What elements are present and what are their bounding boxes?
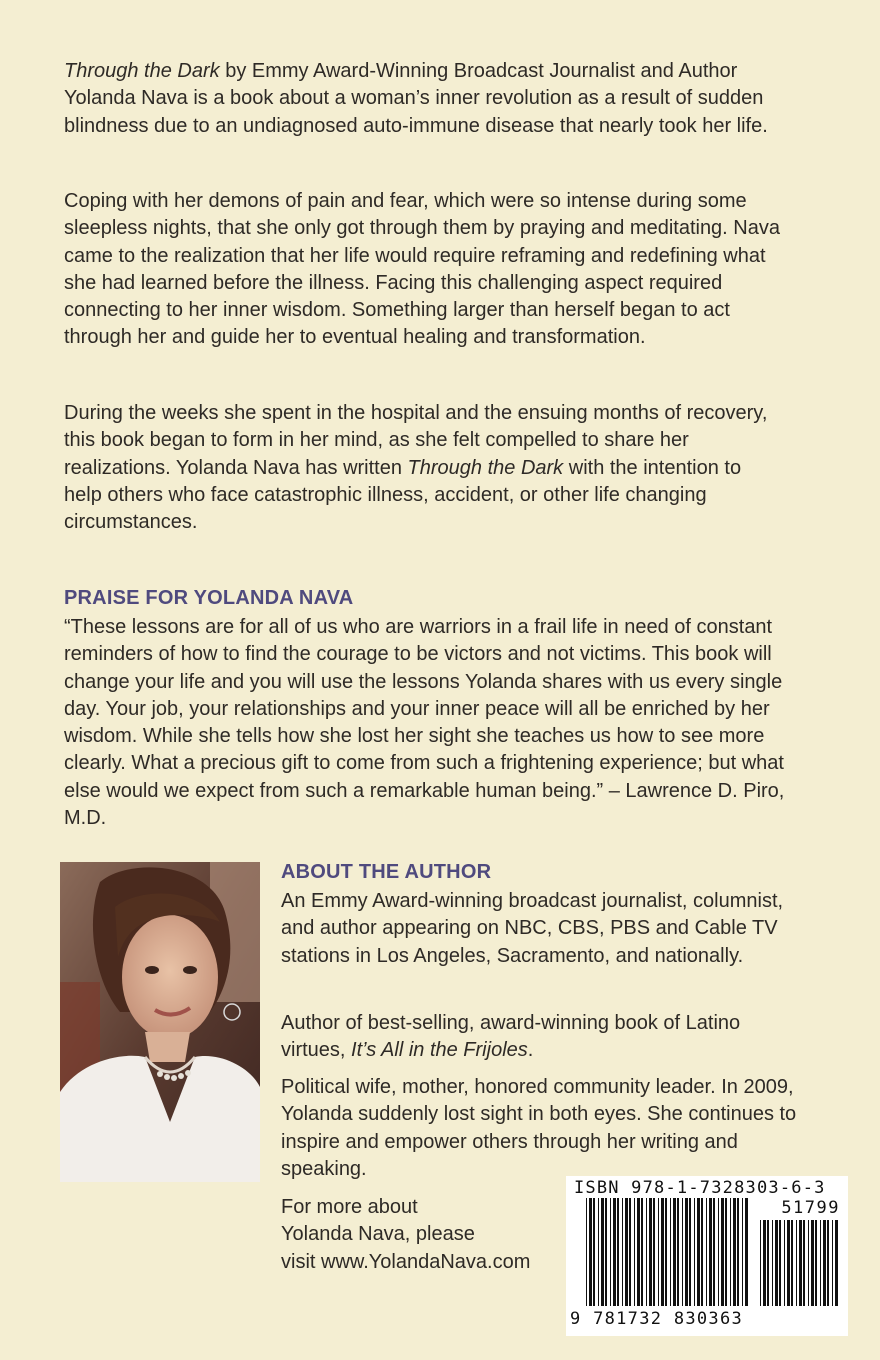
barcode-bar bbox=[827, 1220, 829, 1306]
barcode-bar bbox=[832, 1220, 833, 1306]
barcode-bar bbox=[701, 1198, 703, 1306]
barcode-bar bbox=[677, 1198, 679, 1306]
barcode-bar bbox=[658, 1198, 659, 1306]
about-paragraph-2: Author of best-selling, award-winning book of Latino virtues, It’s All in the Frijoles. bbox=[281, 1012, 741, 1062]
author-portrait-image bbox=[60, 862, 260, 1182]
barcode-bar bbox=[779, 1220, 781, 1306]
author-photo bbox=[60, 862, 260, 1182]
barcode-bar bbox=[796, 1220, 797, 1306]
barcode-bar bbox=[713, 1198, 715, 1306]
praise-quote: “These lessons are for all of us who are warriors in a frail life in need of constant reminders of how to find the courage to be victors and not victims. This book will change your life and you will use the lessons Yolanda shares with us every single day. Your job, your relationships and your inner peace will all be enriched by her wisdom. While she tells how she lost her sight she teaches us how to see more clearly. What a precious gift to come from such a frightening experience; but what else would we expect from such a remarkable human being.” – Lawrence D. Piro, M.D. bbox=[64, 616, 785, 830]
barcode-bar bbox=[820, 1220, 821, 1306]
barcode-bar bbox=[811, 1220, 814, 1306]
isbn-label: ISBN 978-1-7328303-6-3 bbox=[574, 1178, 826, 1198]
barcode-bar bbox=[613, 1198, 616, 1306]
about-paragraph-1: An Emmy Award-winning broadcast journalist, columnist, and author appearing on NBC, CBS, PBS and Cable TV stations in Los Angeles, Sacramento, and nationally. bbox=[281, 890, 784, 967]
barcode-bar bbox=[725, 1198, 727, 1306]
description-paragraph-3: During the weeks she spent in the hospital and the ensuing months of recovery, this book began to form in her mind, as she felt compelled to share her realizations. Yolanda Nava has written Through the Dark with the intention to help others who face catastrophic illness, accident, or other life changing circumstances. bbox=[64, 402, 768, 534]
barcode-bar bbox=[682, 1198, 683, 1306]
barcode-bar bbox=[685, 1198, 688, 1306]
barcode-bar bbox=[589, 1198, 592, 1306]
praise-heading: PRAISE FOR YOLANDA NAVA bbox=[64, 587, 354, 609]
barcode-bar bbox=[709, 1198, 712, 1306]
barcode-bar bbox=[799, 1220, 802, 1306]
barcode-bar bbox=[694, 1198, 695, 1306]
price-barcode-bars bbox=[760, 1220, 840, 1306]
barcode-bar bbox=[733, 1198, 736, 1306]
barcode-bar bbox=[622, 1198, 623, 1306]
barcode-bar bbox=[767, 1220, 769, 1306]
barcode-bar bbox=[697, 1198, 700, 1306]
barcode-bar bbox=[775, 1220, 778, 1306]
description-paragraph-1: Through the Dark by Emmy Award-Winning Broadcast Journalist and Author Yolanda Nava is a book about a woman’s inner revolution as a result of sudden blindness due to an undiagnosed auto-immune disease that nearly took her life. bbox=[64, 60, 768, 137]
barcode-bar bbox=[593, 1198, 595, 1306]
barcode-bar bbox=[835, 1220, 838, 1306]
barcode-bar bbox=[586, 1198, 587, 1306]
barcode-bar bbox=[737, 1198, 739, 1306]
barcode-bar bbox=[637, 1198, 640, 1306]
book-title: Through the Dark bbox=[64, 60, 220, 82]
barcode-bar bbox=[742, 1198, 743, 1306]
barcode-bar bbox=[815, 1220, 817, 1306]
barcode-bar bbox=[784, 1220, 785, 1306]
barcode-bar bbox=[763, 1220, 766, 1306]
barcode-bar bbox=[646, 1198, 647, 1306]
barcode-bar bbox=[601, 1198, 604, 1306]
book-title: Through the Dark bbox=[407, 456, 564, 479]
book-title: It’s All in the Frijoles bbox=[351, 1039, 528, 1062]
more-info bbox=[281, 1194, 561, 1276]
website-link[interactable]: visit www.YolandaNava.com bbox=[281, 1250, 531, 1273]
barcode-bar bbox=[665, 1198, 667, 1306]
about-paragraph-3: Political wife, mother, honored community leader. In 2009, Yolanda suddenly lost sight in both eyes. She continues to inspire and empower others through her writing and speaking. bbox=[281, 1076, 797, 1180]
barcode-bar bbox=[760, 1220, 761, 1306]
more-info-line: Yolanda Nava, please bbox=[281, 1223, 475, 1246]
isbn-barcode bbox=[566, 1176, 848, 1336]
barcode-bar bbox=[605, 1198, 607, 1306]
barcode-bar bbox=[787, 1220, 790, 1306]
barcode-bar bbox=[598, 1198, 599, 1306]
barcode-bar bbox=[730, 1198, 731, 1306]
barcode-bar bbox=[673, 1198, 676, 1306]
barcode-bar bbox=[634, 1198, 635, 1306]
barcode-bar bbox=[808, 1220, 809, 1306]
about-heading: ABOUT THE AUTHOR bbox=[281, 861, 492, 883]
barcode-bar bbox=[617, 1198, 619, 1306]
barcode-bar bbox=[661, 1198, 664, 1306]
barcode-bar bbox=[772, 1220, 773, 1306]
barcode-bar bbox=[653, 1198, 655, 1306]
barcode-bar bbox=[670, 1198, 671, 1306]
barcode-bar bbox=[641, 1198, 643, 1306]
more-info-line: For more about bbox=[281, 1196, 418, 1218]
barcode-bar bbox=[791, 1220, 793, 1306]
barcode-bar bbox=[610, 1198, 611, 1306]
barcode-bar bbox=[629, 1198, 631, 1306]
price-code: 51799 bbox=[781, 1198, 840, 1218]
ean-barcode-bars bbox=[586, 1198, 751, 1306]
description-paragraph-2: Coping with her demons of pain and fear, which were so intense during some sleepless nights, that she only got through them by praying and meditating. Nava came to the realization that her life would require reframing and redefining what she had learned before the illness. Facing this challenging aspect required connecting to her inner wisdom. Something larger than herself began to act through her and guide her to eventual healing and transformation. bbox=[64, 190, 780, 349]
barcode-bar bbox=[721, 1198, 724, 1306]
barcode-bar bbox=[803, 1220, 805, 1306]
barcode-bar bbox=[706, 1198, 707, 1306]
barcode-bar bbox=[625, 1198, 628, 1306]
barcode-bar bbox=[689, 1198, 691, 1306]
barcode-bar bbox=[823, 1220, 826, 1306]
barcode-bar bbox=[718, 1198, 719, 1306]
barcode-bar bbox=[745, 1198, 748, 1306]
barcode-bar bbox=[649, 1198, 652, 1306]
ean-digits: 9 781732 830363 bbox=[570, 1309, 744, 1329]
